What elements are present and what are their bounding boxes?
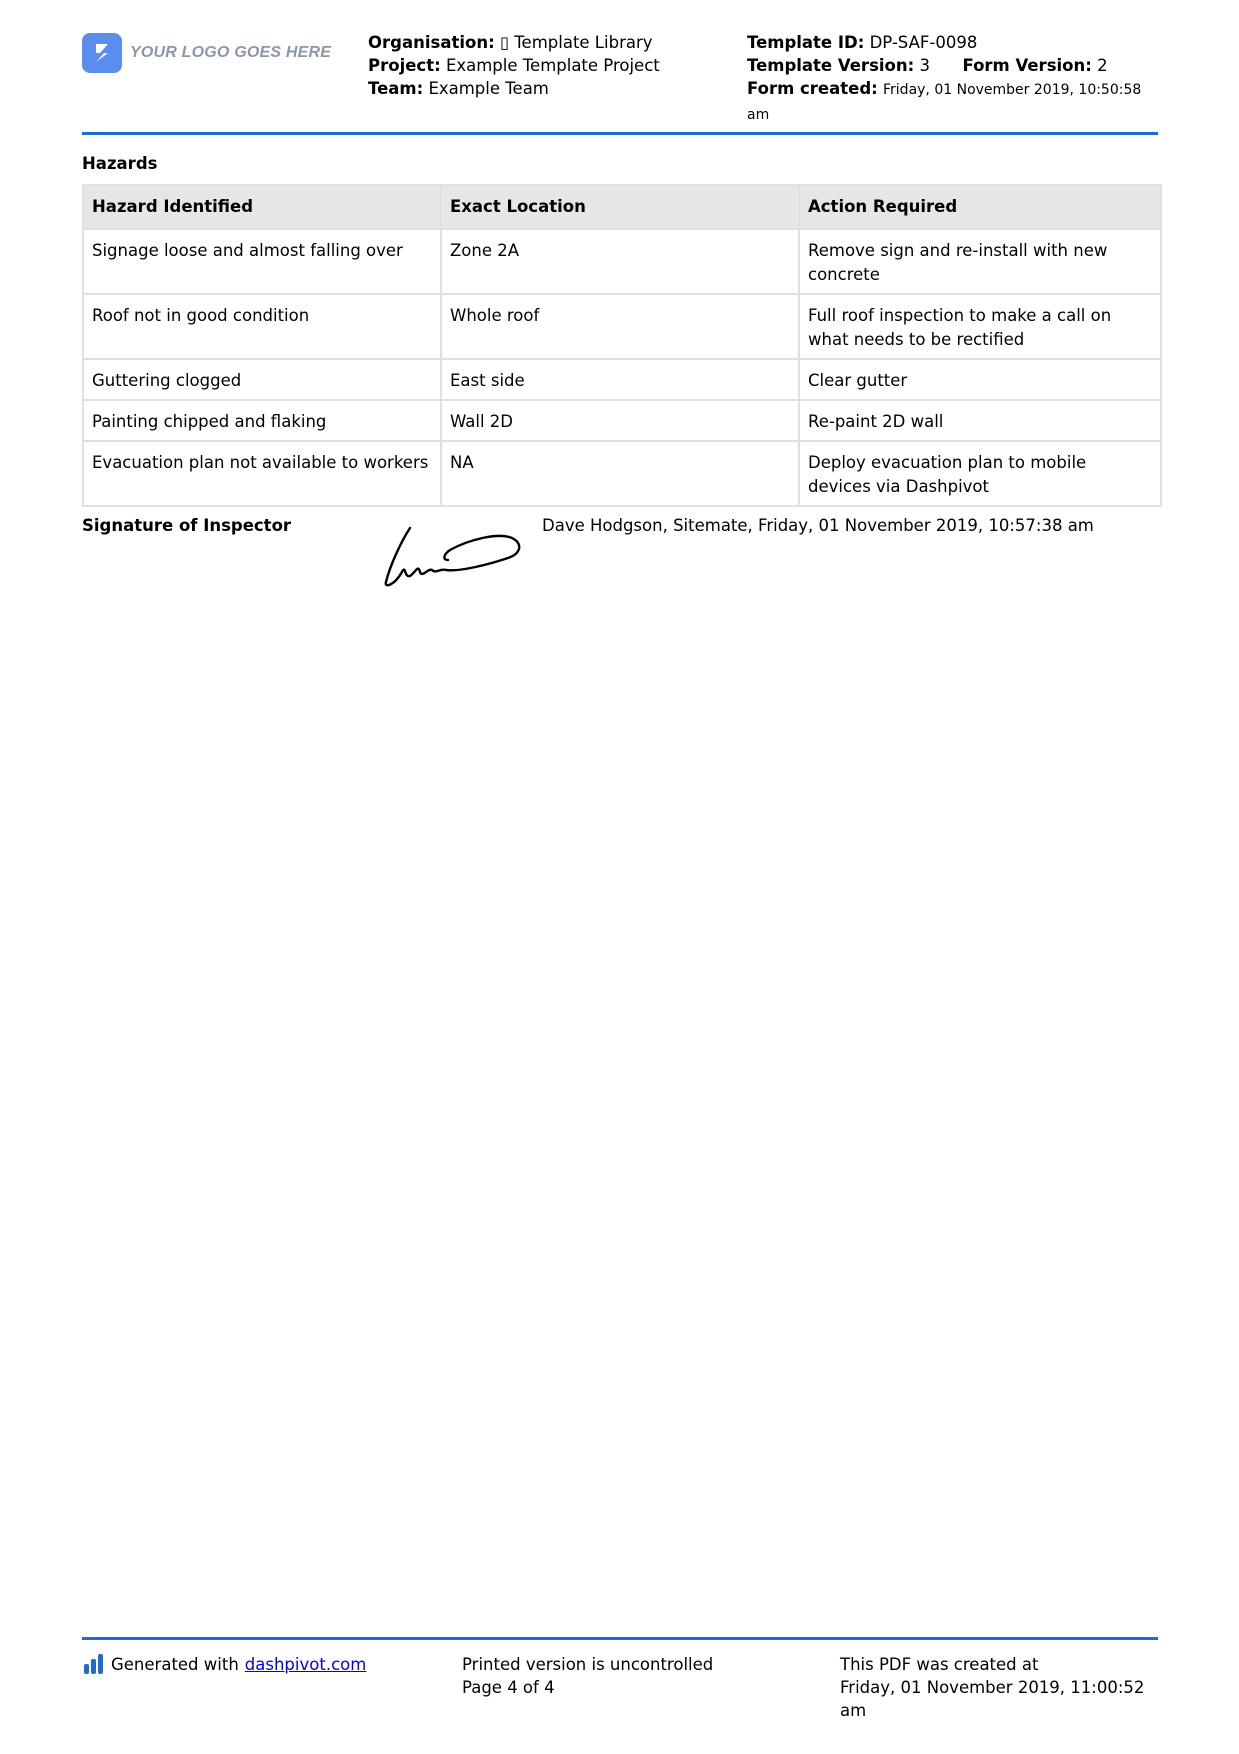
table-row (83, 359, 1161, 400)
generated-prefix: Generated with (111, 1655, 239, 1674)
column-header-hazard: Hazard Identified (83, 185, 441, 229)
organisation-label: Organisation: (368, 33, 495, 52)
footer-divider (82, 1637, 1158, 1640)
table-row (83, 229, 1161, 294)
form-created-value: Friday, 01 November 2019, 10:50:58 am (747, 82, 1142, 123)
pdf-created-timestamp: Friday, 01 November 2019, 11:00:52 am (840, 1678, 1145, 1720)
signature-label: Signature of Inspector (82, 516, 292, 535)
project-label: Project: (368, 56, 441, 75)
organisation-value: ▯ Template Library (499, 33, 653, 52)
cell-action: Remove sign and re-install with new concrete (799, 229, 1161, 294)
cell-location: Wall 2D (441, 400, 799, 441)
cell-location: Whole roof (441, 294, 799, 359)
cell-hazard: Guttering clogged (83, 359, 441, 400)
cell-hazard: Evacuation plan not available to workers (83, 441, 441, 506)
cell-action: Clear gutter (799, 359, 1161, 400)
hazards-table (82, 184, 1162, 507)
uncontrolled-notice: Printed version is uncontrolled (462, 1655, 714, 1674)
signature-image (380, 520, 530, 590)
pdf-created-label: This PDF was created at (840, 1655, 1039, 1674)
section-title-hazards: Hazards (82, 154, 158, 173)
form-created-label: Form created: (747, 79, 878, 98)
header-org-block (368, 31, 728, 100)
cell-action: Full roof inspection to make a call on what needs to be rectified (799, 294, 1161, 359)
cell-location: Zone 2A (441, 229, 799, 294)
table-row (83, 400, 1161, 441)
table-row (83, 441, 1161, 506)
table-row (83, 294, 1161, 359)
dashpivot-link[interactable]: dashpivot.com (244, 1655, 367, 1674)
header-template-block (747, 31, 1167, 127)
company-logo (82, 33, 331, 73)
template-version-label: Template Version: (747, 56, 915, 75)
table-header-row (83, 185, 1161, 229)
header-divider (82, 132, 1158, 135)
template-id-label: Template ID: (747, 33, 865, 52)
footer-generated (84, 1653, 366, 1676)
team-value: Example Team (428, 79, 549, 98)
cell-location: NA (441, 441, 799, 506)
project-value: Example Template Project (445, 56, 660, 75)
cell-hazard: Painting chipped and flaking (83, 400, 441, 441)
cell-location: East side (441, 359, 799, 400)
footer-created-at (840, 1653, 1160, 1722)
cell-action: Deploy evacuation plan to mobile devices via Dashpivot (799, 441, 1161, 506)
column-header-action: Action Required (799, 185, 1161, 229)
cell-hazard: Roof not in good condition (83, 294, 441, 359)
cell-action: Re-paint 2D wall (799, 400, 1161, 441)
column-header-location: Exact Location (441, 185, 799, 229)
form-version-label: Form Version: (962, 56, 1092, 75)
template-id-value: DP-SAF-0098 (869, 33, 978, 52)
page-number: Page 4 of 4 (462, 1678, 555, 1697)
signature-info: Dave Hodgson, Sitemate, Friday, 01 November 2019, 10:57:38 am (542, 516, 1094, 535)
logo-icon (82, 33, 122, 73)
cell-hazard: Signage loose and almost falling over (83, 229, 441, 294)
form-version-value: 2 (1097, 56, 1108, 75)
footer-page-info (462, 1653, 713, 1699)
dashpivot-logo-icon (84, 1654, 103, 1674)
team-label: Team: (368, 79, 424, 98)
logo-text: YOUR LOGO GOES HERE (130, 44, 332, 61)
template-version-value: 3 (919, 56, 930, 75)
